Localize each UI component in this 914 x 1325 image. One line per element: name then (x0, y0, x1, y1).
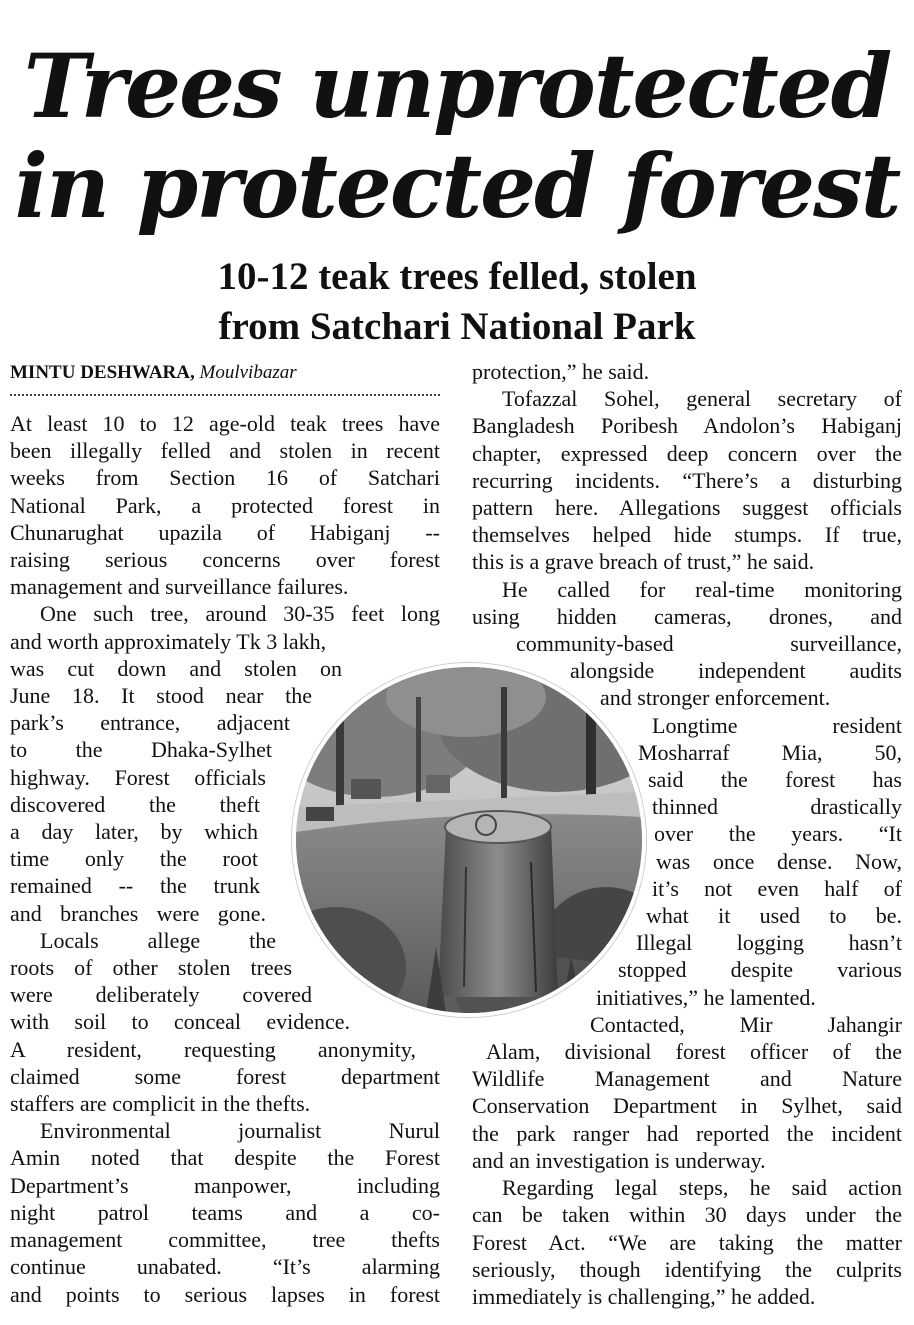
text-line: and branches were gone. (10, 900, 266, 926)
text-line: Illegal logging hasn’t (636, 930, 902, 956)
text-line: seriously, though identifying the culprits (472, 1256, 902, 1282)
text-line: time only the root (10, 846, 258, 872)
text-line: continue unabated. “It’s alarming (10, 1254, 440, 1280)
text-line: the park ranger had reported the incident (472, 1120, 902, 1146)
text-line: Chunarughat upazila of Habiganj -- (10, 519, 440, 545)
text-line: At least 10 to 12 age-old teak trees have (10, 411, 440, 436)
text-line: been illegally felled and stolen in recent (10, 438, 440, 464)
text-line: management and surveillance failures. (10, 574, 349, 600)
subheadline (0, 252, 914, 352)
text-line: and stronger enforcement. (600, 685, 831, 711)
text-line: Department’s manpower, including (10, 1172, 440, 1198)
text-line: Contacted, Mir Jahangir (590, 1011, 902, 1037)
text-line: this is a grave breach of trust,” he said. (472, 549, 815, 575)
text-line: with soil to conceal evidence. (10, 1009, 350, 1035)
subheadline-line-1: 10-12 teak trees felled, stolen (217, 255, 697, 298)
text-line: Bangladesh Poribesh Andolon’s Habiganj (472, 413, 902, 439)
text-line: remained -- the trunk (10, 873, 260, 899)
text-line: was cut down and stolen on (10, 655, 342, 681)
text-line: said the forest has (648, 767, 902, 793)
text-line: weeks from Section 16 of Satchari (10, 465, 440, 491)
text-line: and an investigation is underway. (472, 1147, 766, 1173)
text-line: using hidden cameras, drones, and (472, 603, 902, 629)
text-line: what it used to be. (646, 903, 902, 929)
text-line: themselves helped hide stumps. If true, (472, 522, 902, 548)
text-line: Regarding legal steps, he said action (502, 1175, 902, 1201)
text-line: One such tree, around 30-35 feet long (40, 601, 440, 627)
text-line: He called for real-time monitoring (502, 576, 902, 602)
text-line: National Park, a protected forest in (10, 492, 440, 518)
text-line: chapter, expressed deep concern over the (472, 440, 902, 466)
text-line: claimed some forest department (10, 1063, 440, 1089)
text-line: management committee, tree thefts (10, 1227, 440, 1253)
text-line: night patrol teams and a co- (10, 1199, 440, 1225)
text-line: protection,” he said. (472, 359, 650, 384)
tree-stump-illustration (296, 667, 642, 1013)
text-line: discovered the theft (10, 791, 260, 817)
text-line: were deliberately covered (10, 982, 312, 1008)
text-line: pattern here. Allegations suggest officials (472, 495, 902, 521)
text-line: community-based surveillance, (516, 631, 902, 657)
text-line: raising serious concerns over forest (10, 547, 440, 573)
tree-stump-photo (292, 663, 646, 1017)
text-line: Wildlife Management and Nature (472, 1066, 902, 1092)
text-line: over the years. “It (654, 821, 902, 847)
text-line: a day later, by which (10, 819, 258, 845)
text-line: Forest Act. “We are taking the matter (472, 1229, 902, 1255)
text-line: stopped despite various (618, 957, 902, 983)
text-line: A resident, requesting anonymity, (10, 1036, 416, 1062)
byline-author: MINTU DESHWARA, (10, 362, 195, 383)
text-line: Alam, divisional forest officer of the (486, 1039, 902, 1065)
text-line: initiatives,” he lamented. (596, 984, 816, 1010)
byline-location: Moulvibazar (199, 362, 297, 383)
text-line: roots of other stolen trees (10, 955, 292, 981)
text-line: can be taken within 30 days under the (472, 1202, 902, 1228)
text-line: alongside independent audits (570, 658, 902, 684)
text-line: highway. Forest officials (10, 764, 266, 790)
text-line: staffers are complicit in the thefts. (10, 1091, 311, 1117)
text-line: Environmental journalist Nurul (40, 1118, 440, 1144)
text-line: to the Dhaka-Sylhet (10, 737, 272, 763)
headline-line-1: Trees unprotected (23, 34, 891, 138)
text-line: Conservation Department in Sylhet, said (472, 1093, 902, 1119)
text-line: was once dense. Now, (656, 848, 902, 874)
headline-line-2: in protected forest (14, 134, 900, 238)
byline-divider (10, 394, 440, 396)
text-line: June 18. It stood near the (10, 683, 312, 709)
text-line: and points to serious lapses in forest (10, 1281, 440, 1307)
text-line: Locals allege the (40, 927, 276, 953)
text-line: recurring incidents. “There’s a disturbing (472, 467, 902, 493)
text-line: immediately is challenging,” he added. (472, 1283, 816, 1309)
text-line: Tofazzal Sohel, general secretary of (502, 386, 902, 412)
text-line: and worth approximately Tk 3 lakh, (10, 628, 327, 654)
text-line: Longtime resident (652, 712, 902, 738)
headline (0, 36, 914, 236)
byline (10, 362, 440, 384)
text-line: it’s not even half of (652, 875, 902, 901)
text-line: park’s entrance, adjacent (10, 710, 290, 736)
subheadline-line-2: from Satchari National Park (218, 305, 696, 348)
text-line: Amin noted that despite the Forest (10, 1145, 440, 1171)
text-line: Mosharraf Mia, 50, (638, 739, 902, 765)
text-line: thinned drastically (652, 794, 902, 820)
